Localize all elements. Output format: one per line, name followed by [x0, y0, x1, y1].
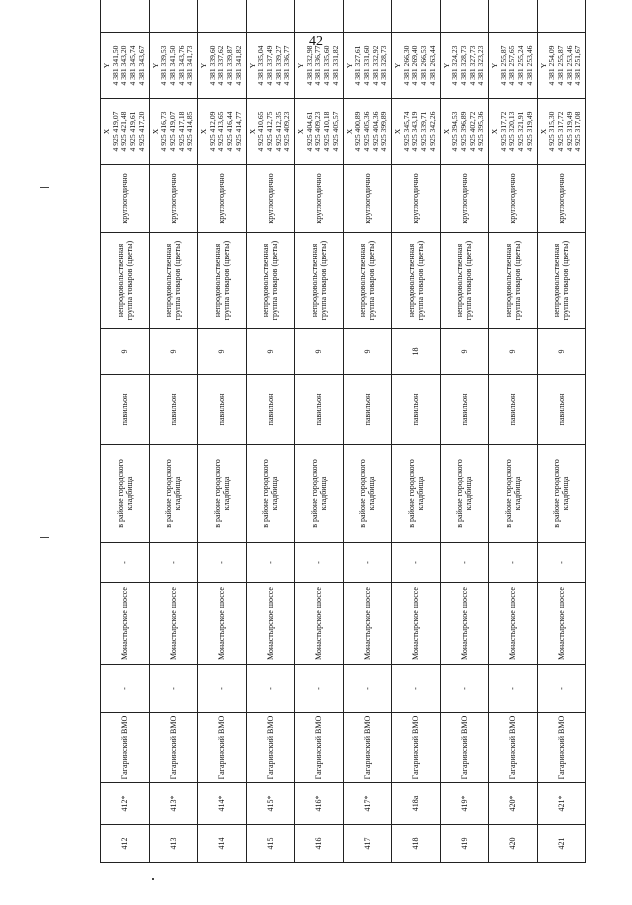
coordinate-value: 4 381 336,77 [313, 45, 323, 86]
cell-house: - [537, 543, 586, 583]
coordinate-value: 4 381 254,09 [547, 45, 557, 86]
cell-note [101, 0, 150, 33]
coordinate-value: 4 925 421,48 [119, 111, 129, 152]
coordinate-value: 4 381 341,50 [110, 45, 120, 86]
cell-coordinates-x [149, 99, 198, 165]
cell-area: 9 [489, 329, 538, 375]
coordinate-value: 4 925 414,77 [233, 111, 243, 152]
scan-mark [40, 187, 49, 188]
cell-dash: - [440, 665, 489, 713]
scan-mark [152, 878, 154, 880]
cell-street: Монастырское шоссе [101, 583, 150, 665]
coordinate-value: 4 381 339,53 [159, 45, 169, 86]
cell-landmark: в районе городского кладбища [343, 445, 392, 543]
coordinate-value: 4 925 342,26 [427, 111, 437, 152]
cell-district: Гагаринский ВМО [489, 713, 538, 783]
coordinate-value: X [247, 128, 257, 135]
coordinate-value: 4 381 339,87 [225, 45, 235, 86]
table-row [198, 0, 247, 863]
cell-area: 9 [149, 329, 198, 375]
coordinate-value: 4 381 332,92 [370, 45, 380, 86]
cell-coordinates-y [149, 33, 198, 99]
coordinate-value: 4 381 343,67 [136, 45, 146, 86]
coordinate-value: 4 381 345,74 [128, 45, 138, 86]
coordinate-value: Y [296, 62, 306, 69]
cell-place-id: 420* [489, 783, 538, 825]
cell-district: Гагаринский ВМО [537, 713, 586, 783]
coordinate-value: 4 925 405,57 [330, 111, 340, 152]
cell-coordinates-y [198, 33, 247, 99]
coordinate-value: X [393, 128, 403, 135]
cell-place-id: 413* [149, 783, 198, 825]
cell-note [295, 0, 344, 33]
cell-note [198, 0, 247, 33]
cell-dash: - [537, 665, 586, 713]
cell-period: круглогодично [149, 165, 198, 233]
coordinate-value: 4 381 331,60 [361, 45, 371, 86]
cell-coordinates-y [440, 33, 489, 99]
coordinate-value: 4 381 337,62 [216, 45, 226, 86]
cell-specialization: непродовольственная группа товаров (цветы) [440, 233, 489, 329]
coordinate-value: 4 925 409,23 [313, 111, 323, 152]
coordinate-value: 4 381 339,60 [207, 45, 217, 86]
table-row [537, 0, 586, 863]
table-row [343, 0, 392, 863]
cell-place-id: 414* [198, 783, 247, 825]
cell-district: Гагаринский ВМО [101, 713, 150, 783]
coordinate-value: 4 381 335,60 [322, 45, 332, 86]
cell-dash: - [198, 665, 247, 713]
cell-object-type: павильон [149, 375, 198, 445]
cell-row-number: 415 [246, 825, 295, 863]
coordinate-value: Y [247, 62, 257, 69]
coordinate-value: 4 925 416,44 [225, 111, 235, 152]
cell-object-type: павильон [101, 375, 150, 445]
table-row [392, 0, 441, 863]
coordinate-value: 4 925 419,07 [110, 111, 120, 152]
cell-street: Монастырское шоссе [489, 583, 538, 665]
cell-note [537, 0, 586, 33]
cell-district: Гагаринский ВМО [295, 713, 344, 783]
coordinate-value: Y [102, 62, 112, 69]
coordinate-value: Y [344, 62, 354, 69]
cell-period: круглогодично [537, 165, 586, 233]
cell-house: - [392, 543, 441, 583]
coordinate-value: 4 925 413,65 [216, 111, 226, 152]
cell-district: Гагаринский ВМО [246, 713, 295, 783]
cell-area: 9 [537, 329, 586, 375]
cell-coordinates-y [246, 33, 295, 99]
cell-specialization: непродовольственная группа товаров (цветы) [537, 233, 586, 329]
cell-row-number: 412 [101, 825, 150, 863]
cell-row-number: 418 [392, 825, 441, 863]
cell-place-id: 412* [101, 783, 150, 825]
coordinate-value: 4 381 331,82 [330, 45, 340, 86]
cell-object-type: павильон [295, 375, 344, 445]
coordinate-value: 4 925 410,65 [256, 111, 266, 152]
coordinate-value: 4 381 337,49 [264, 45, 274, 86]
coordinate-value: Y [150, 62, 160, 69]
cell-street: Монастырское шоссе [343, 583, 392, 665]
coordinate-value: 4 925 343,19 [410, 111, 420, 152]
coordinate-value: 4 925 317,72 [498, 111, 508, 152]
cell-period: круглогодично [246, 165, 295, 233]
cell-note [343, 0, 392, 33]
cell-object-type: павильон [489, 375, 538, 445]
cell-row-number: 420 [489, 825, 538, 863]
cell-landmark: в районе городского кладбища [149, 445, 198, 543]
cell-landmark: в районе городского кладбища [246, 445, 295, 543]
cell-district: Гагаринский ВМО [198, 713, 247, 783]
cell-row-number: 416 [295, 825, 344, 863]
cell-street: Монастырское шоссе [392, 583, 441, 665]
coordinate-value: 4 381 336,77 [282, 45, 292, 86]
cell-area: 9 [440, 329, 489, 375]
cell-district: Гагаринский ВМО [149, 713, 198, 783]
cell-landmark: в районе городского кладбища [537, 445, 586, 543]
cell-house: - [246, 543, 295, 583]
cell-house: - [101, 543, 150, 583]
cell-note [149, 0, 198, 33]
coordinate-value: 4 925 409,23 [282, 111, 292, 152]
coordinate-value: 4 381 327,61 [353, 45, 363, 86]
cell-period: круглогодично [392, 165, 441, 233]
cell-specialization: непродовольственная группа товаров (цветы) [246, 233, 295, 329]
coordinate-value: X [538, 128, 548, 135]
coordinate-value: 4 381 266,53 [419, 45, 429, 86]
cell-note [392, 0, 441, 33]
coordinate-value: 4 381 341,50 [167, 45, 177, 86]
coordinate-value: 4 925 419,61 [128, 111, 138, 152]
coordinate-value: 4 925 321,91 [516, 111, 526, 152]
table-row [149, 0, 198, 863]
coordinate-value: 4 381 251,67 [573, 45, 583, 86]
coordinate-value: 4 925 345,74 [401, 111, 411, 152]
cell-house: - [343, 543, 392, 583]
coordinate-value: 4 381 343,76 [176, 45, 186, 86]
table-row [101, 0, 150, 863]
coordinate-value: 4 925 394,53 [450, 111, 460, 152]
cell-dash: - [246, 665, 295, 713]
coordinate-value: 4 381 341,82 [233, 45, 243, 86]
cell-coordinates-y [101, 33, 150, 99]
cell-coordinates-y [489, 33, 538, 99]
cell-district: Гагаринский ВМО [343, 713, 392, 783]
coordinate-value: 4 925 410,18 [322, 111, 332, 152]
coordinate-value: 4 381 327,73 [467, 45, 477, 86]
cell-area: 9 [101, 329, 150, 375]
coordinate-value: Y [441, 62, 451, 69]
coordinate-value: 4 381 323,23 [476, 45, 486, 86]
coordinate-value: 4 925 319,49 [564, 111, 574, 152]
cell-coordinates-x [489, 99, 538, 165]
cell-area: 9 [246, 329, 295, 375]
cell-house: - [149, 543, 198, 583]
cell-dash: - [295, 665, 344, 713]
coordinate-value: 4 381 257,65 [507, 45, 517, 86]
cell-landmark: в районе городского кладбища [101, 445, 150, 543]
cell-coordinates-y [343, 33, 392, 99]
cell-coordinates-y [392, 33, 441, 99]
cell-period: круглогодично [343, 165, 392, 233]
coordinate-value: 4 381 255,87 [555, 45, 565, 86]
cell-coordinates-x [101, 99, 150, 165]
coordinate-value: 4 925 417,18 [176, 111, 186, 152]
coordinate-value: Y [490, 62, 500, 69]
coordinate-value: 4 925 417,20 [136, 111, 146, 152]
cell-coordinates-x [295, 99, 344, 165]
cell-landmark: в районе городского кладбища [295, 445, 344, 543]
cell-coordinates-x [440, 99, 489, 165]
cell-district: Гагаринский ВМО [392, 713, 441, 783]
coordinate-value: 4 381 343,20 [119, 45, 129, 86]
cell-coordinates-y [537, 33, 586, 99]
cell-dash: - [149, 665, 198, 713]
coordinate-value: 4 925 395,36 [476, 111, 486, 152]
coordinate-value: X [441, 128, 451, 135]
coordinate-value: 4 925 315,30 [547, 111, 557, 152]
coordinate-value: X [102, 128, 112, 135]
cell-place-id: 421* [537, 783, 586, 825]
cell-district: Гагаринский ВМО [440, 713, 489, 783]
cell-street: Монастырское шоссе [537, 583, 586, 665]
coordinate-value: X [296, 128, 306, 135]
cell-street: Монастырское шоссе [246, 583, 295, 665]
cell-coordinates-x [537, 99, 586, 165]
cell-object-type: павильон [440, 375, 489, 445]
cell-place-id: 417* [343, 783, 392, 825]
registry-table [100, 0, 586, 863]
cell-object-type: павильон [537, 375, 586, 445]
table-row [489, 0, 538, 863]
coordinate-value: 4 381 255,24 [516, 45, 526, 86]
coordinate-value: 4 925 404,61 [304, 111, 314, 152]
cell-place-id: 416* [295, 783, 344, 825]
coordinate-value: 4 381 253,46 [524, 45, 534, 86]
cell-dash: - [392, 665, 441, 713]
coordinate-value: 4 925 412,75 [264, 111, 274, 152]
cell-street: Монастырское шоссе [149, 583, 198, 665]
coordinate-value: X [199, 128, 209, 135]
cell-street: Монастырское шоссе [198, 583, 247, 665]
cell-period: круглогодично [198, 165, 247, 233]
coordinate-value: 4 925 404,36 [370, 111, 380, 152]
coordinate-value: 4 925 339,71 [419, 111, 429, 152]
rotated-table-wrapper [100, 45, 586, 863]
cell-note [489, 0, 538, 33]
cell-period: круглогодично [295, 165, 344, 233]
coordinate-value: X [344, 128, 354, 135]
cell-specialization: непродовольственная группа товаров (цветы) [343, 233, 392, 329]
cell-house: - [295, 543, 344, 583]
cell-landmark: в районе городского кладбища [489, 445, 538, 543]
coordinate-value: 4 925 419,07 [167, 111, 177, 152]
cell-place-id: 419* [440, 783, 489, 825]
table-row [246, 0, 295, 863]
cell-specialization: непродовольственная группа товаров (цветы) [198, 233, 247, 329]
cell-place-id: 418а [392, 783, 441, 825]
cell-landmark: в районе городского кладбища [392, 445, 441, 543]
cell-dash: - [343, 665, 392, 713]
coordinate-value: 4 381 332,98 [304, 45, 314, 86]
cell-note [246, 0, 295, 33]
cell-area: 18 [392, 329, 441, 375]
cell-coordinates-y [295, 33, 344, 99]
coordinate-value: 4 381 328,73 [458, 45, 468, 86]
coordinate-value: 4 925 412,09 [207, 111, 217, 152]
cell-object-type: павильон [392, 375, 441, 445]
cell-coordinates-x [343, 99, 392, 165]
cell-place-id: 415* [246, 783, 295, 825]
cell-period: круглогодично [440, 165, 489, 233]
cell-house: - [489, 543, 538, 583]
coordinate-value: 4 381 339,27 [273, 45, 283, 86]
coordinate-value: X [150, 128, 160, 135]
coordinate-value: 4 925 319,49 [524, 111, 534, 152]
coordinate-value: 4 925 402,72 [467, 111, 477, 152]
coordinate-value: 4 925 399,89 [379, 111, 389, 152]
scan-mark [40, 537, 49, 538]
cell-specialization: непродовольственная группа товаров (цветы) [489, 233, 538, 329]
coordinate-value: 4 381 335,04 [256, 45, 266, 86]
cell-row-number: 419 [440, 825, 489, 863]
cell-row-number: 414 [198, 825, 247, 863]
coordinate-value: 4 925 412,35 [273, 111, 283, 152]
cell-landmark: в районе городского кладбища [440, 445, 489, 543]
cell-period: круглогодично [101, 165, 150, 233]
cell-object-type: павильон [198, 375, 247, 445]
coordinate-value: X [490, 128, 500, 135]
coordinate-value: 4 925 414,85 [185, 111, 195, 152]
cell-row-number: 421 [537, 825, 586, 863]
coordinate-value: 4 925 320,13 [507, 111, 517, 152]
cell-street: Монастырское шоссе [295, 583, 344, 665]
cell-period: круглогодично [489, 165, 538, 233]
coordinate-value: 4 925 416,73 [159, 111, 169, 152]
cell-area: 9 [295, 329, 344, 375]
table-row [295, 0, 344, 863]
coordinate-value: Y [393, 62, 403, 69]
cell-row-number: 417 [343, 825, 392, 863]
coordinate-value: 4 381 269,40 [410, 45, 420, 86]
cell-dash: - [489, 665, 538, 713]
cell-coordinates-x [198, 99, 247, 165]
coordinate-value: 4 925 400,89 [353, 111, 363, 152]
cell-coordinates-x [246, 99, 295, 165]
coordinate-value: 4 925 317,08 [573, 111, 583, 152]
coordinate-value: 4 381 253,46 [564, 45, 574, 86]
table-body [101, 0, 586, 863]
cell-dash: - [101, 665, 150, 713]
cell-area: 9 [198, 329, 247, 375]
cell-area: 9 [343, 329, 392, 375]
coordinate-value: 4 381 263,44 [427, 45, 437, 86]
coordinate-value: Y [538, 62, 548, 69]
cell-house: - [440, 543, 489, 583]
cell-specialization: непродовольственная группа товаров (цветы) [101, 233, 150, 329]
cell-note [440, 0, 489, 33]
coordinate-value: 4 381 328,73 [379, 45, 389, 86]
coordinate-value: 4 925 317,72 [555, 111, 565, 152]
cell-street: Монастырское шоссе [440, 583, 489, 665]
cell-coordinates-x [392, 99, 441, 165]
coordinate-value: 4 925 405,36 [361, 111, 371, 152]
coordinate-value: 4 381 341,73 [185, 45, 195, 86]
cell-object-type: павильон [246, 375, 295, 445]
cell-object-type: павильон [343, 375, 392, 445]
cell-row-number: 413 [149, 825, 198, 863]
cell-house: - [198, 543, 247, 583]
cell-specialization: непродовольственная группа товаров (цветы) [392, 233, 441, 329]
coordinate-value: 4 925 396,89 [458, 111, 468, 152]
page-number: 42 [309, 34, 323, 49]
coordinate-value: 4 381 266,30 [401, 45, 411, 86]
coordinate-value: Y [199, 62, 209, 69]
cell-specialization: непродовольственная группа товаров (цветы) [295, 233, 344, 329]
cell-landmark: в районе городского кладбища [198, 445, 247, 543]
coordinate-value: 4 381 255,87 [498, 45, 508, 86]
coordinate-value: 4 381 324,23 [450, 45, 460, 86]
table-row [440, 0, 489, 863]
cell-specialization: непродовольственная группа товаров (цветы) [149, 233, 198, 329]
